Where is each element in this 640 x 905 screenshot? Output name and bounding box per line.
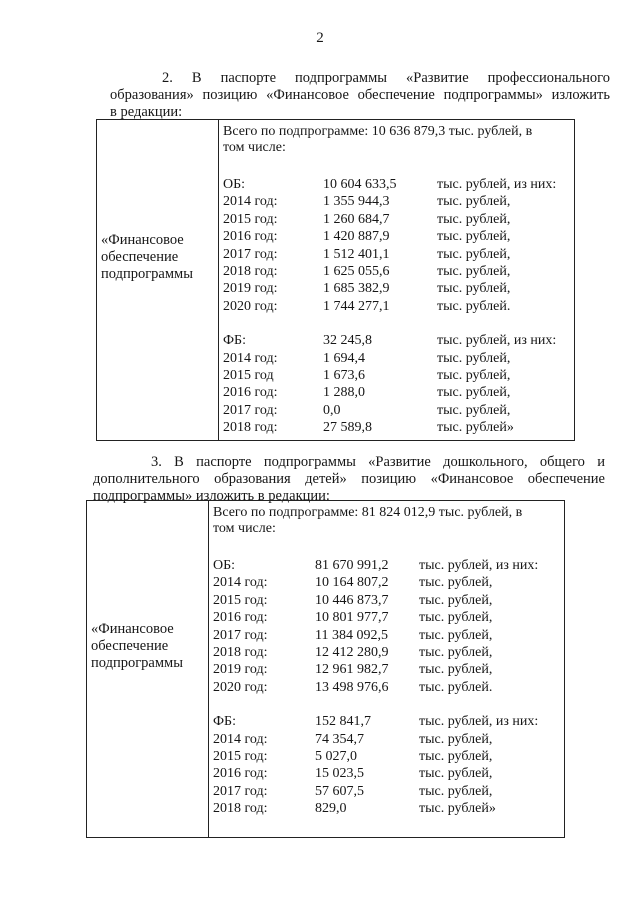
section-3-intro-line: 3. В паспорте подпрограммы «Развитие дошкольного, общего и [151,454,605,470]
row-value: 1 694,4 [323,350,365,366]
amount-row [223,419,569,436]
total-line: Всего по подпрограмме: 81 824 012,9 тыс. рублей, в [213,505,523,520]
row-unit: тыс. рублей, из них: [419,714,539,730]
row-value: 10 164 807,2 [315,575,389,591]
amount-row [213,557,559,574]
amount-row [223,332,569,349]
row-unit: тыс. рублей, [419,575,493,591]
section-2-intro-line: 2. В паспорте подпрограммы «Развитие профессионального [162,70,610,86]
row-unit: тыс. рублей» [437,420,514,436]
row-value: 1 355 944,3 [323,194,390,210]
row-value: 27 589,8 [323,420,372,436]
row-unit: тыс. рублей, [419,731,493,747]
row-unit: тыс. рублей, [419,783,493,799]
row-value: 1 673,6 [323,367,365,383]
row-year: 2016 год: [223,229,278,245]
row-value: 74 354,7 [315,731,364,747]
row-year: 2014 год: [213,575,268,591]
section-3-intro-line: дополнительного образования детей» позицию «Финансовое обеспечение [93,471,605,487]
row-value: 1 625 055,6 [323,263,390,279]
row-unit: тыс. рублей, [419,610,493,626]
section-2-intro-line: в редакции: [110,104,183,120]
section-2-fb-rows [223,332,569,436]
row-year: 2017 год: [213,783,268,799]
row-year: 2018 год: [223,263,278,279]
row-year: 2018 год: [213,644,268,660]
amount-row [223,298,569,315]
row-value: 152 841,7 [315,714,371,730]
row-year: 2018 год: [213,801,268,817]
amount-row [213,765,559,782]
row-year: 2015 год: [213,592,268,608]
row-unit: тыс. рублей, [419,766,493,782]
row-year: 2014 год: [213,731,268,747]
section-3-intro-line: подпрограммы» изложить в редакции: [93,488,330,504]
row-year: ФБ: [223,333,246,349]
total-line: том числе: [223,140,286,155]
amount-row [213,627,559,644]
label-line: «Финансовое [101,232,184,248]
section-3-ob-rows [213,557,559,696]
amount-row [213,592,559,609]
row-unit: тыс. рублей, из них: [437,177,557,192]
row-unit: тыс. рублей. [419,679,493,695]
row-year: 2014 год: [223,194,278,210]
amount-row [223,280,569,297]
row-value: 0,0 [323,402,341,418]
row-value: 1 288,0 [323,385,365,401]
amount-row [223,176,569,193]
amount-row [223,211,569,228]
amount-row [213,713,559,730]
amount-row [223,402,569,419]
row-year: 2017 год: [223,246,278,262]
amount-row [213,731,559,748]
row-unit: тыс. рублей, [437,402,511,418]
row-value: 12 961 982,7 [315,662,389,678]
section-3-label [91,621,183,672]
table-divider [208,501,209,837]
section-2-table [96,119,575,441]
amount-row [223,384,569,401]
row-unit: тыс. рублей, [437,229,511,245]
row-unit: тыс. рублей, [437,263,511,279]
row-unit: тыс. рублей, из них: [437,333,557,349]
amount-row [213,800,559,817]
row-unit: тыс. рублей, [419,748,493,764]
total-line: Всего по подпрограмме: 10 636 879,3 тыс. рублей, в [223,124,533,139]
row-value: 829,0 [315,801,347,817]
row-value: 1 744 277,1 [323,298,390,314]
row-unit: тыс. рублей, [437,281,511,297]
amount-row [213,574,559,591]
row-value: 32 245,8 [323,333,372,349]
section-2-intro-line: образования» позицию «Финансовое обеспечение подпрограммы» изложить [110,87,610,103]
label-line: подпрограммы [101,266,193,282]
row-value: 1 260 684,7 [323,211,390,227]
section-2-total [223,124,569,156]
row-year: 2014 год: [223,350,278,366]
row-value: 13 498 976,6 [315,679,389,695]
page-number: 2 [316,30,324,46]
row-unit: тыс. рублей, [437,350,511,366]
row-value: 10 801 977,7 [315,610,389,626]
row-year: ОБ: [213,558,236,573]
row-unit: тыс. рублей, [419,662,493,678]
section-2-content [223,124,569,436]
row-value: 1 420 887,9 [323,229,390,245]
row-value: 11 384 092,5 [315,627,388,643]
row-unit: тыс. рублей, [419,644,493,660]
amount-row [213,748,559,765]
section-3-table [86,500,565,838]
section-3-intro [93,454,605,505]
row-year: 2015 год: [213,748,268,764]
row-value: 12 412 280,9 [315,644,389,660]
amount-row [223,246,569,263]
row-year: 2020 год: [213,679,268,695]
row-value: 10 604 633,5 [323,177,397,192]
row-value: 1 512 401,1 [323,246,390,262]
row-value: 1 685 382,9 [323,281,390,297]
row-year: 2019 год: [223,281,278,297]
row-value: 81 670 991,2 [315,558,389,573]
row-unit: тыс. рублей, [437,385,511,401]
row-year: 2018 год: [223,420,278,436]
row-year: 2020 год: [223,298,278,314]
row-unit: тыс. рублей. [437,298,511,314]
row-year: 2016 год: [213,610,268,626]
amount-row [213,783,559,800]
row-year: 2016 год: [223,385,278,401]
row-value: 10 446 873,7 [315,592,389,608]
table-divider [218,120,219,440]
row-unit: тыс. рублей, [437,194,511,210]
section-3-content [213,505,559,817]
amount-row [223,228,569,245]
amount-row [223,193,569,210]
row-value: 57 607,5 [315,783,364,799]
section-2-label [101,232,193,283]
row-unit: тыс. рублей, [437,211,511,227]
label-line: «Финансовое [91,621,174,637]
row-year: 2017 год: [213,627,268,643]
row-unit: тыс. рублей, [437,246,511,262]
label-line: обеспечение [91,638,169,654]
label-line: обеспечение [101,249,179,265]
label-line: подпрограммы [91,655,183,671]
row-year: 2015 год: [223,211,278,227]
amount-row [213,609,559,626]
section-3-fb-rows [213,713,559,817]
row-year: 2015 год [223,367,274,383]
amount-row [213,661,559,678]
amount-row [223,263,569,280]
row-value: 15 023,5 [315,766,364,782]
row-year: 2017 год: [223,402,278,418]
amount-row [213,644,559,661]
row-year: 2016 год: [213,766,268,782]
row-value: 5 027,0 [315,748,357,764]
total-line: том числе: [213,521,276,536]
section-2-ob-rows [223,176,569,315]
row-year: ОБ: [223,177,246,192]
amount-row [223,367,569,384]
row-unit: тыс. рублей, [437,367,511,383]
row-year: 2019 год: [213,662,268,678]
section-2-intro [110,70,610,121]
row-unit: тыс. рублей, [419,627,493,643]
amount-row [223,350,569,367]
section-3-total [213,505,559,537]
row-unit: тыс. рублей, из них: [419,558,539,573]
row-year: ФБ: [213,714,236,730]
row-unit: тыс. рублей, [419,592,493,608]
row-unit: тыс. рублей» [419,801,496,817]
amount-row [213,679,559,696]
